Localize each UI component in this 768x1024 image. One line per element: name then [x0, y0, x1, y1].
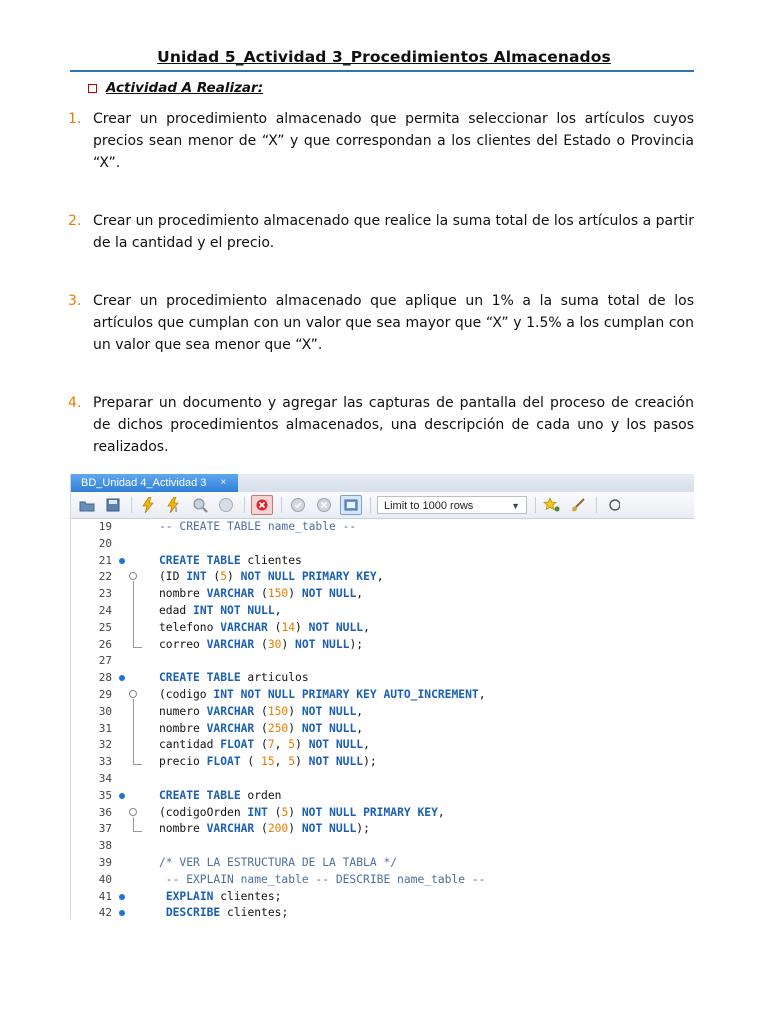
line-number: 38 — [98, 839, 112, 853]
code-line — [71, 620, 694, 637]
code-line — [71, 855, 694, 872]
toolbar-separator — [535, 497, 536, 513]
line-number: 35 — [98, 788, 112, 802]
code-line — [71, 721, 694, 738]
code-text: /* VER LA ESTRUCTURA DE LA TABLA */ — [159, 856, 398, 869]
autocommit-icon[interactable] — [340, 495, 362, 515]
code-text: CREATE TABLE clientes — [159, 553, 302, 567]
editor-tab[interactable] — [71, 474, 238, 492]
line-number: 32 — [98, 738, 112, 752]
statement-marker-icon — [119, 894, 125, 900]
line-number: 36 — [98, 805, 112, 819]
line-number: 22 — [98, 570, 112, 584]
code-line — [71, 821, 694, 838]
task-number: 3. — [68, 293, 82, 309]
toolbar-separator — [281, 497, 282, 513]
task-number: 2. — [68, 213, 82, 229]
fold-toggle-icon[interactable] — [129, 808, 137, 816]
svg-text:I: I — [175, 506, 178, 513]
section-heading — [88, 80, 263, 96]
code-line — [71, 586, 694, 603]
code-text: nombre VARCHAR (200) NOT NULL); — [159, 822, 370, 836]
title-underline-rule — [70, 70, 694, 72]
brush-icon[interactable] — [568, 496, 588, 514]
limit-rows-select[interactable] — [377, 496, 527, 514]
code-text: CREATE TABLE articulos — [159, 671, 309, 685]
statement-marker-icon — [119, 910, 125, 916]
toolbar-separator — [370, 497, 371, 513]
ide-screenshot — [70, 474, 694, 919]
statement-marker-icon — [119, 675, 125, 681]
code-text: -- EXPLAIN name_table -- DESCRIBE name_table -- — [159, 872, 486, 886]
code-line — [71, 838, 694, 855]
line-number: 31 — [98, 721, 112, 735]
line-number: 34 — [98, 772, 112, 785]
line-number: 41 — [98, 889, 112, 903]
checkbox-bullet-icon — [88, 84, 97, 93]
error-toggle-icon[interactable] — [251, 495, 273, 515]
code-text: DESCRIBE clientes; — [165, 906, 289, 919]
chevron-down-icon: ▼ — [511, 501, 520, 511]
commit-icon[interactable] — [288, 496, 308, 514]
fold-toggle-icon[interactable] — [129, 572, 137, 580]
code-line — [71, 754, 694, 771]
toolbar-separator — [131, 497, 132, 513]
code-line — [71, 553, 694, 570]
line-number: 30 — [98, 704, 112, 718]
stop-icon[interactable] — [216, 496, 236, 514]
section-heading-label: Actividad A Realizar: — [106, 80, 264, 96]
editor-tab-title: BD_Unidad 4_Actividad 3 — [81, 477, 207, 489]
find-icon[interactable] — [603, 496, 623, 514]
fold-guide — [133, 581, 142, 647]
code-line — [71, 737, 694, 754]
line-number: 26 — [98, 637, 112, 651]
task-text: Crear un procedimiento almacenado que aplique un 1% a la suma total de los artículos que cumplan con un valor que sea mayor que “X” y 1.5% a los cumplan con un valor que sea menor que “X”. — [93, 293, 694, 353]
fold-guide — [133, 817, 142, 833]
code-text: cantidad FLOAT (7, 5) NOT NULL, — [159, 738, 370, 752]
code-line — [71, 805, 694, 822]
save-icon[interactable] — [103, 496, 123, 514]
code-text: EXPLAIN clientes; — [165, 889, 282, 903]
line-number: 19 — [98, 520, 112, 533]
statement-marker-icon — [119, 793, 125, 799]
fold-toggle-icon[interactable] — [129, 690, 137, 698]
task-text: Crear un procedimiento almacenado que permita seleccionar los artículos cuyos precios sean menor de “X” y que correspondan a los clientes del Estado o Provincia “X”. — [93, 111, 694, 171]
code-line — [71, 771, 694, 788]
code-text: (codigoOrden INT (5) NOT NULL PRIMARY KEY, — [159, 805, 445, 819]
task-item — [68, 392, 694, 458]
code-text: numero VARCHAR (150) NOT NULL, — [159, 704, 364, 718]
fold-guide — [133, 699, 142, 765]
code-text: telefono VARCHAR (14) NOT NULL, — [159, 620, 370, 634]
code-line — [71, 872, 694, 889]
line-number: 40 — [98, 872, 112, 886]
line-number: 27 — [98, 654, 112, 668]
line-number: 28 — [98, 671, 112, 685]
task-item — [68, 108, 694, 174]
task-text: Preparar un documento y agregar las capturas de pantalla del proceso de creación de dichos procedimientos almacenados, una descripción de cada uno y los pasos realizados. — [93, 395, 694, 455]
code-line — [71, 670, 694, 687]
code-line — [71, 536, 694, 553]
statement-marker-icon — [119, 558, 125, 564]
code-text: correo VARCHAR (30) NOT NULL); — [159, 637, 364, 651]
code-line — [71, 905, 694, 919]
document-title: Unidad 5_Actividad 3_Procedimientos Almacenados — [157, 48, 611, 66]
code-line — [71, 788, 694, 805]
execute-current-icon[interactable] — [164, 496, 184, 514]
task-item — [68, 290, 694, 356]
line-number: 33 — [98, 755, 112, 769]
code-text: nombre VARCHAR (250) NOT NULL, — [159, 721, 364, 735]
code-line — [71, 889, 694, 906]
beautify-star-icon[interactable] — [542, 496, 562, 514]
line-number: 25 — [98, 620, 112, 634]
task-item — [68, 210, 694, 254]
code-text: edad INT NOT NULL, — [159, 604, 282, 617]
task-number: 4. — [68, 395, 82, 411]
toolbar-separator — [596, 497, 597, 513]
line-number: 21 — [98, 553, 112, 567]
line-number: 42 — [98, 906, 112, 919]
line-number: 24 — [98, 604, 112, 617]
code-text: nombre VARCHAR (150) NOT NULL, — [159, 587, 364, 601]
line-number: 20 — [98, 536, 112, 550]
line-number: 37 — [98, 822, 112, 836]
toolbar-separator — [244, 497, 245, 513]
open-folder-icon[interactable] — [77, 496, 97, 514]
code-line — [71, 603, 694, 620]
line-number: 29 — [98, 688, 112, 701]
rollback-icon[interactable] — [314, 496, 334, 514]
sql-toolbar — [71, 492, 694, 519]
line-number: 23 — [98, 587, 112, 601]
limit-rows-value: Limit to 1000 rows — [384, 500, 474, 512]
code-text: -- CREATE TABLE name_table -- — [159, 520, 357, 533]
code-line — [71, 637, 694, 654]
code-text: CREATE TABLE orden — [159, 788, 282, 802]
editor-tab-bar — [71, 474, 694, 492]
task-text: Crear un procedimiento almacenado que realice la suma total de los artículos a partir de la cantidad y el precio. — [93, 213, 694, 251]
code-text: (ID INT (5) NOT NULL PRIMARY KEY, — [159, 570, 384, 584]
code-line — [71, 704, 694, 721]
task-number: 1. — [68, 111, 82, 127]
code-line — [71, 687, 694, 704]
sql-editor[interactable] — [71, 519, 694, 919]
line-number: 39 — [98, 856, 112, 869]
explain-icon[interactable] — [190, 496, 210, 514]
code-text: (codigo INT NOT NULL PRIMARY KEY AUTO_INCREMENT, — [159, 688, 486, 701]
code-line — [71, 569, 694, 586]
execute-lightning-icon[interactable] — [138, 496, 158, 514]
code-line — [71, 519, 694, 536]
tab-close-icon[interactable]: × — [220, 477, 227, 488]
code-line — [71, 653, 694, 670]
code-text: precio FLOAT ( 15, 5) NOT NULL); — [159, 755, 377, 769]
